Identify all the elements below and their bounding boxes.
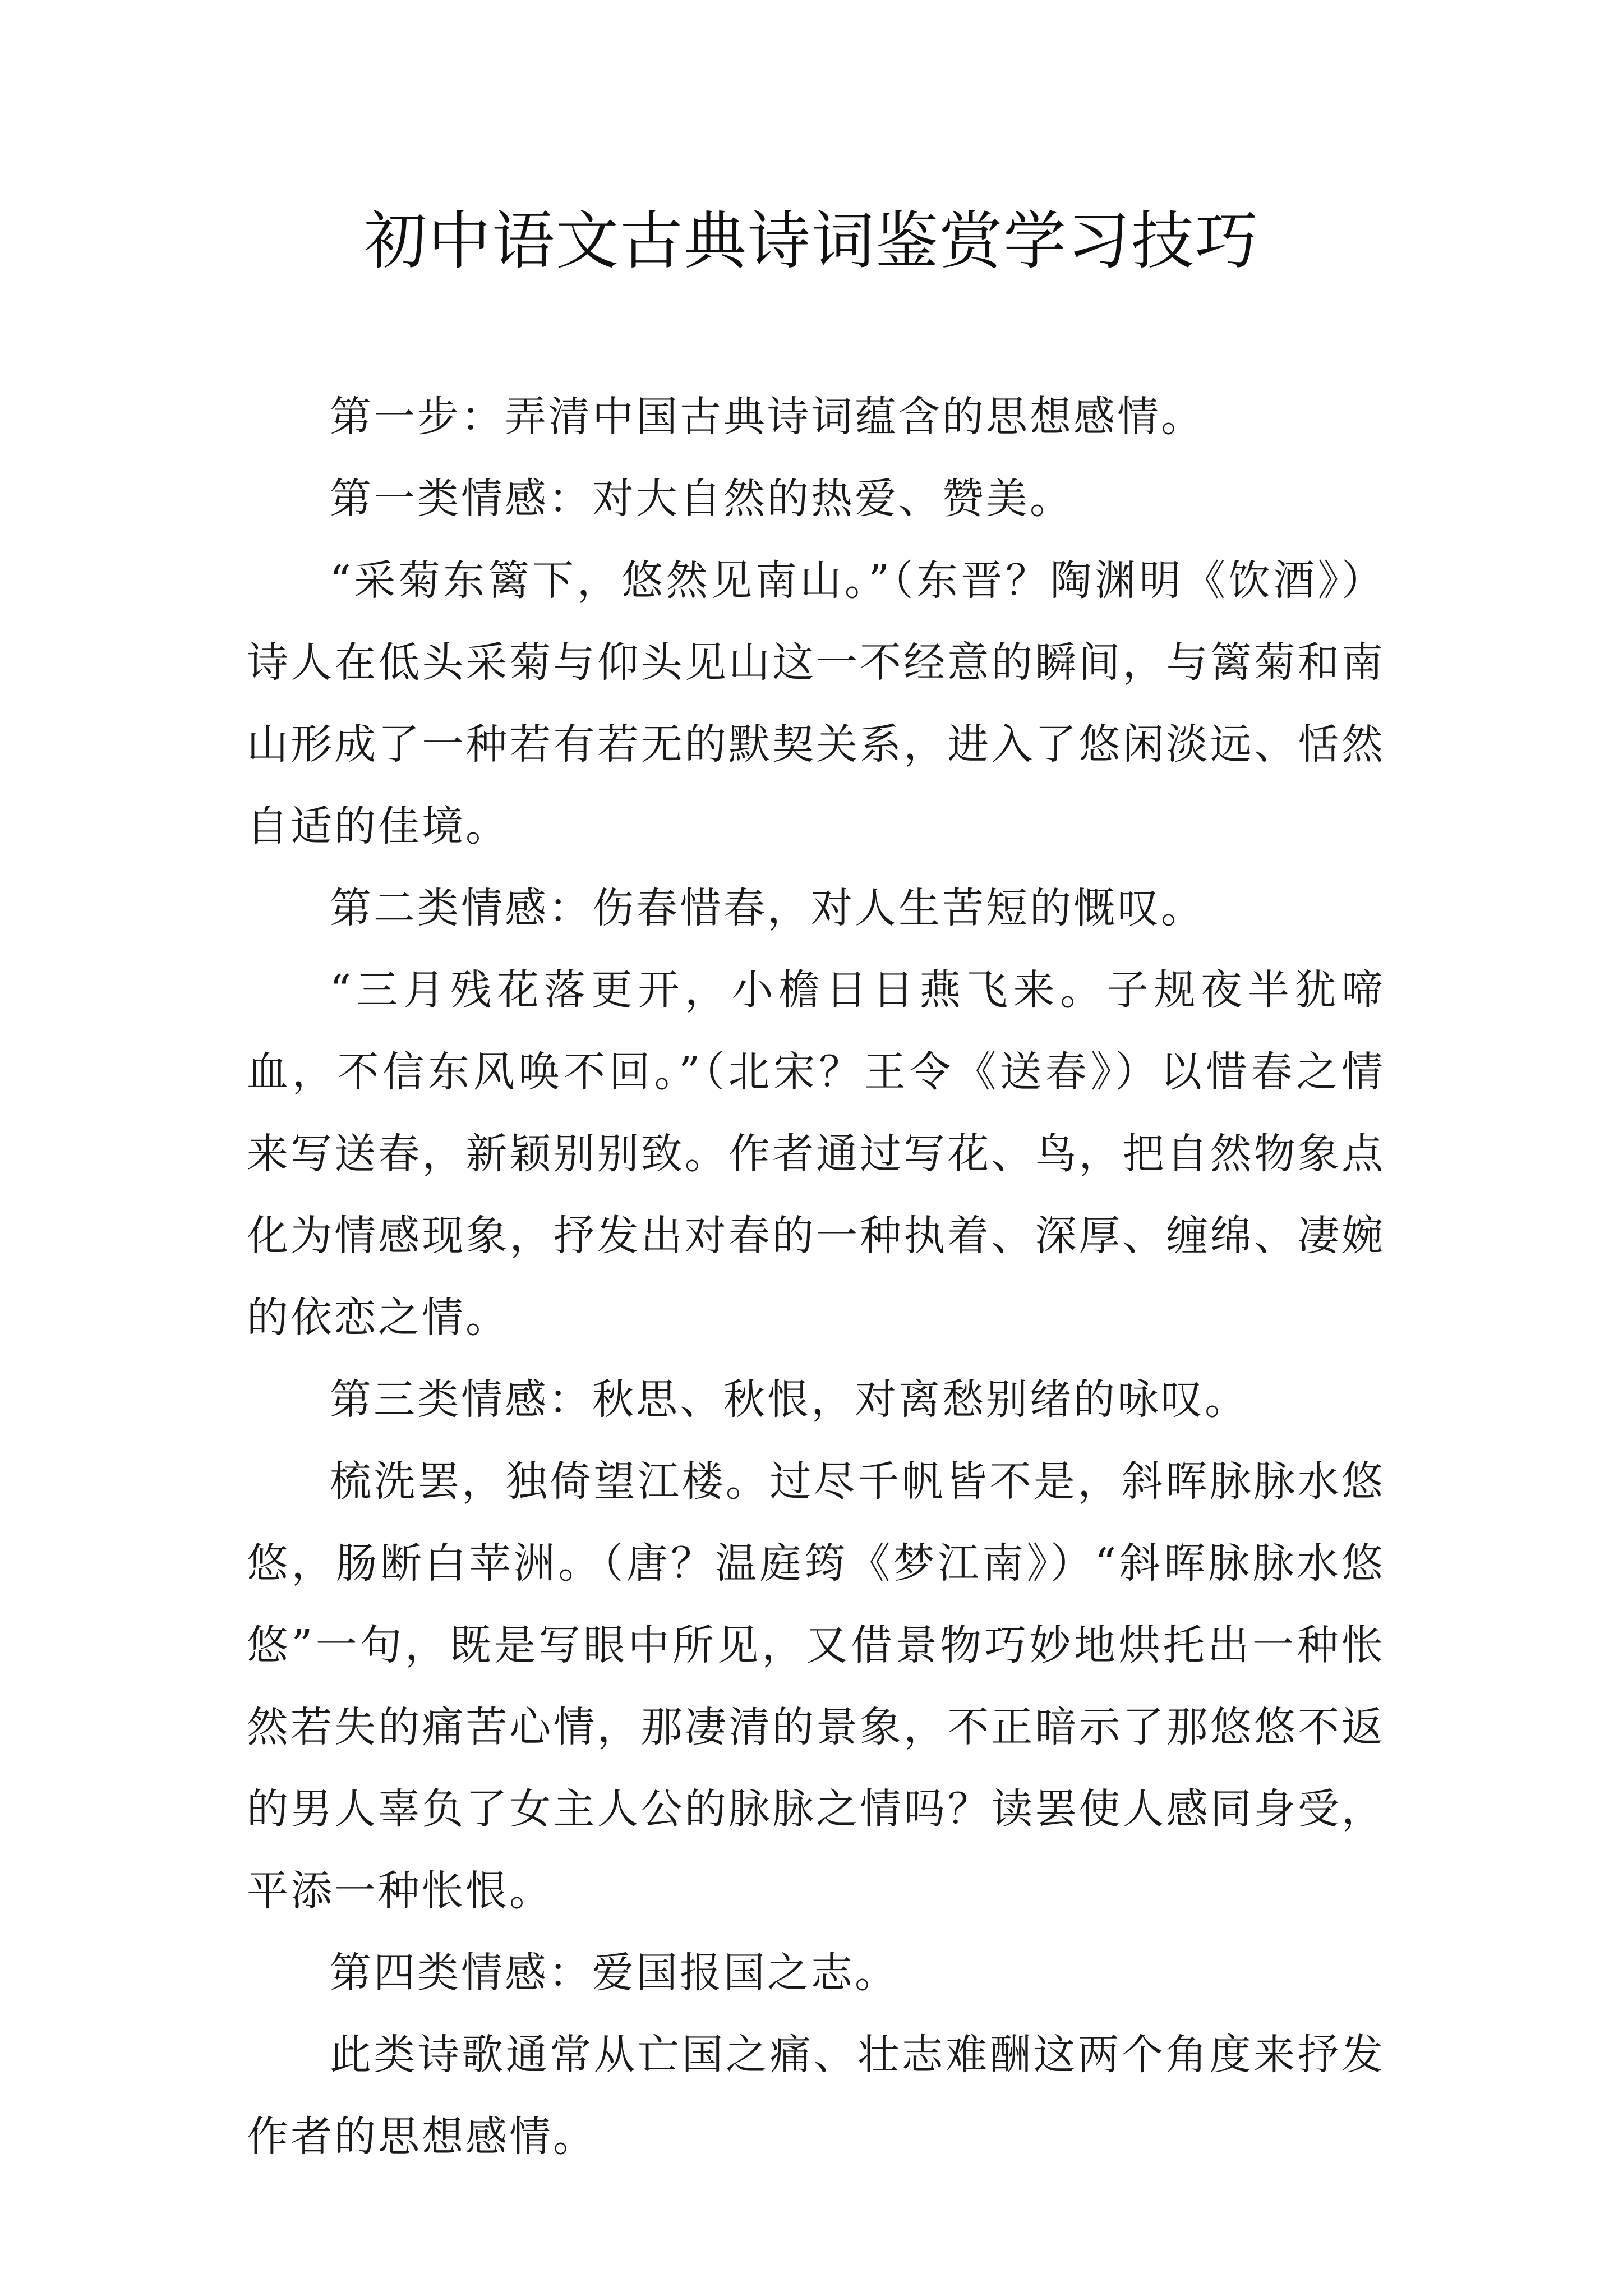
paragraph-emotion-four-example: 此类诗歌通常从亡国之痛、壮志难酬这两个角度来抒发作者的思想感情。 bbox=[247, 2031, 1385, 2161]
document-body bbox=[247, 376, 1385, 2178]
document-title: 初中语文古典诗词鉴赏学习技巧 bbox=[364, 205, 1259, 278]
paragraph-emotion-two-heading: 第二类情感：伤春惜春，对人生苦短的慨叹。 bbox=[330, 884, 1205, 932]
paragraph-emotion-three-example: 梳洗罢，独倚望江楼。过尽千帆皆不是，斜晖脉脉水悠悠，肠断白苹洲。（唐？温庭筠《梦江南》）“斜晖脉脉水悠悠”一句，既是写眼中所见，又借景物巧妙地烘托出一种怅然若失的痛苦心情，那凄清的景象，不正暗示了那悠悠不返的男人辜负了女主人公的脉脉之情吗？读罢使人感同身受，平添一种怅恨。 bbox=[247, 1457, 1385, 1915]
paragraph-emotion-three-heading: 第三类情感：秋思、秋恨，对离愁别绪的咏叹。 bbox=[330, 1375, 1248, 1424]
paragraph-emotion-four-heading: 第四类情感：爱国报国之志。 bbox=[330, 1949, 898, 1997]
paragraph-emotion-one-heading: 第一类情感：对大自然的热爱、赞美。 bbox=[330, 475, 1073, 523]
paragraph-step-one: 第一步：弄清中国古典诗词蕴含的思想感情。 bbox=[330, 393, 1205, 441]
paragraph-emotion-two-example: “三月残花落更开，小檐日日燕飞来。子规夜半犹啼血，不信东风唤不回。”（北宋？王令《送春》）以惜春之情来写送春，新颖别别致。作者通过写花、鸟，把自然物象点化为情感现象，抒发出对春的一种执着、深厚、缠绵、凄婉的依恋之情。 bbox=[247, 966, 1385, 1342]
paragraph-emotion-one-example: “采菊东篱下，悠然见南山。”（东晋？陶渊明《饮酒》）诗人在低头采菊与仰头见山这一不经意的瞬间，与篱菊和南山形成了一种若有若无的默契关系，进入了悠闲淡远、恬然自适的佳境。 bbox=[247, 556, 1385, 850]
